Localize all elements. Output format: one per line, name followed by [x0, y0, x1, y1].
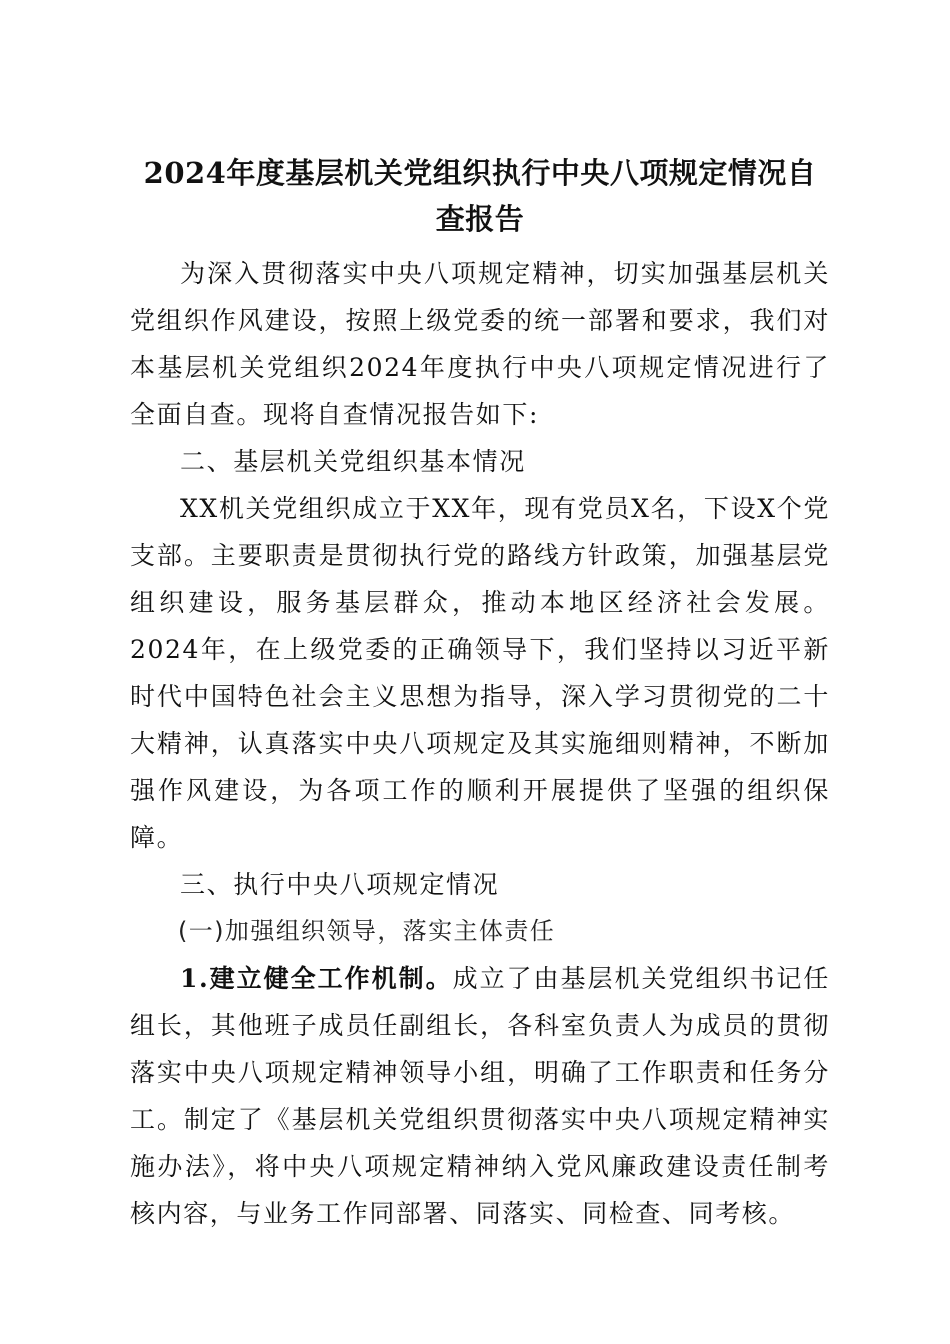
section-3-heading: 三、执行中央八项规定情况: [180, 870, 500, 899]
document-title: 2024年度基层机关党组织执行中央八项规定情况自查报告: [143, 156, 817, 236]
section-2-body: XX机关党组织成立于XX年，现有党员X名，下设X个党支部。主要职责是贯彻执行党的路线方针政策，加强基层党组织建设，服务基层群众，推动本地区经济社会发展。2024年，在上级党委的正确领导下，我们坚持以习近平新时代中国特色社会主义思想为指导，深入学习贯彻党的二十大精神，认真落实中央八项规定及其实施细则精神，不断加强作风建设，为各项工作的顺利开展提供了坚强的组织保障。: [130, 494, 830, 852]
section-2-heading: 二、基层机关党组织基本情况: [180, 447, 526, 476]
document-page: [130, 150, 830, 1237]
item-1-paragraph: [130, 955, 830, 1237]
item-1-body: 成立了由基层机关党组织书记任组长，其他班子成员任副组长，各科室负责人为成员的贯彻落实中央八项规定精神领导小组，明确了工作职责和任务分工。制定了《基层机关党组织贯彻落实中央八项规定精神实施办法》，将中央八项规定精神纳入党风廉政建设责任制考核内容，与业务工作同部署、同落实、同检查、同考核。: [130, 964, 831, 1228]
intro-paragraph: 为深入贯彻落实中央八项规定精神，切实加强基层机关党组织作风建设，按照上级党委的统一部署和要求，我们对本基层机关党组织2024年度执行中央八项规定情况进行了全面自查。现将自查情况报告如下:: [130, 259, 830, 429]
item-1-lead: 1.建立健全工作机制。: [180, 964, 453, 993]
subsection-1-heading: (一)加强组织领导，落实主体责任: [178, 917, 556, 945]
